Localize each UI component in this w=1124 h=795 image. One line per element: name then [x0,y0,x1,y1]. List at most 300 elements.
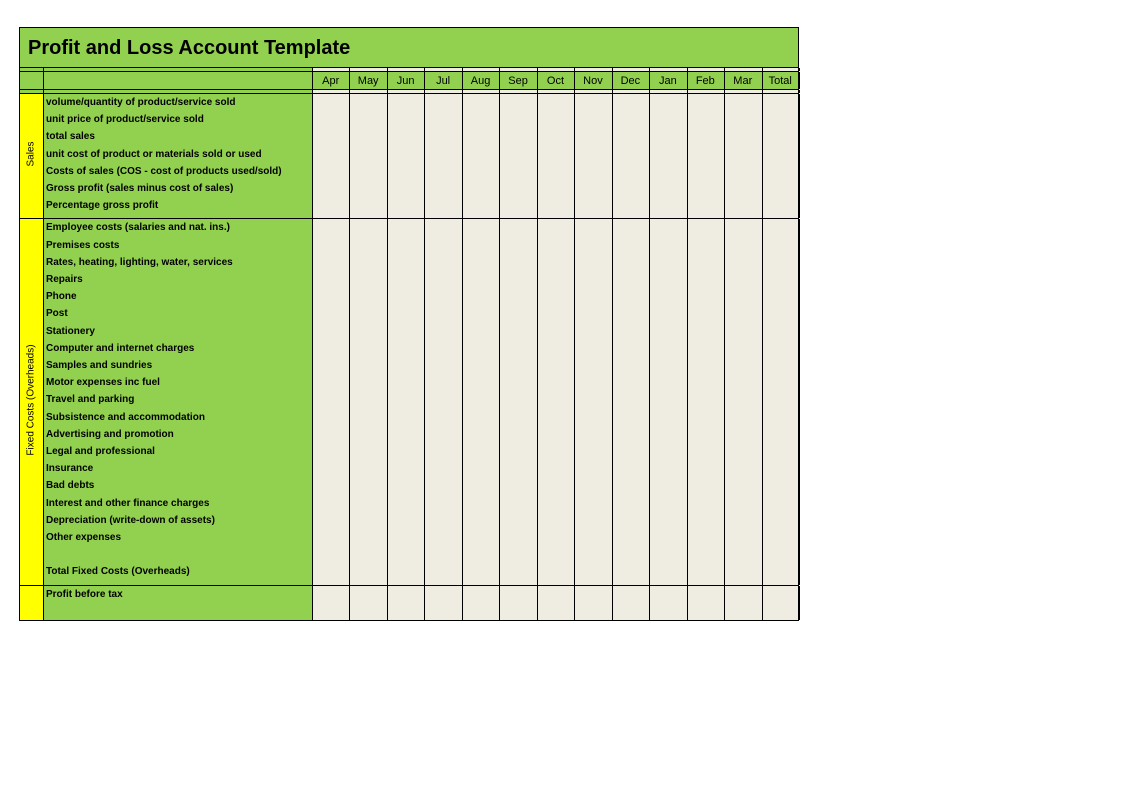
row-1-17-cell-apr[interactable] [312,512,349,529]
row-1-11-cell-feb[interactable] [687,409,724,426]
footer-row-1-cell-jul[interactable] [424,603,461,620]
row-1-2-cell-jul[interactable] [424,254,461,271]
row-0-0-cell-feb[interactable] [687,94,724,111]
row-1-11-cell-jun[interactable] [387,409,424,426]
row-1-12-cell-may[interactable] [349,426,386,443]
row-1-9-cell-jul[interactable] [424,374,461,391]
row-1-3-cell-jan[interactable] [649,271,686,288]
row-1-6-cell-aug[interactable] [462,323,499,340]
row-1-1-cell-apr[interactable] [312,237,349,254]
row-1-4-cell-mar[interactable] [724,288,761,305]
row-1-5-cell-mar[interactable] [724,305,761,322]
row-1-7-cell-sep[interactable] [499,340,536,357]
row-1-18-cell-jul[interactable] [424,529,461,546]
row-1-17-cell-jun[interactable] [387,512,424,529]
footer-row-1-cell-may[interactable] [349,603,386,620]
footer-row-0-cell-apr[interactable] [312,586,349,603]
row-1-3-cell-nov[interactable] [574,271,611,288]
row-0-1-cell-mar[interactable] [724,111,761,128]
row-1-14-cell-nov[interactable] [574,460,611,477]
row-1-6-cell-jun[interactable] [387,323,424,340]
row-1-3-cell-dec[interactable] [612,271,649,288]
row-1-13-cell-sep[interactable] [499,443,536,460]
row-1-4-cell-nov[interactable] [574,288,611,305]
row-1-17-cell-sep[interactable] [499,512,536,529]
row-1-7-cell-total[interactable] [762,340,799,357]
row-0-6-cell-mar[interactable] [724,197,761,214]
row-1-12-cell-jan[interactable] [649,426,686,443]
row-1-17-cell-total[interactable] [762,512,799,529]
row-1-6-cell-apr[interactable] [312,323,349,340]
row-1-15-cell-jan[interactable] [649,477,686,494]
row-1-18-cell-feb[interactable] [687,529,724,546]
row-1-10-cell-may[interactable] [349,391,386,408]
row-0-6-cell-may[interactable] [349,197,386,214]
row-1-20-cell-dec[interactable] [612,563,649,580]
row-1-2-cell-dec[interactable] [612,254,649,271]
row-0-2-cell-oct[interactable] [537,128,574,145]
row-1-5-cell-jun[interactable] [387,305,424,322]
row-1-10-cell-jan[interactable] [649,391,686,408]
row-1-13-cell-oct[interactable] [537,443,574,460]
row-0-1-cell-oct[interactable] [537,111,574,128]
row-1-9-cell-may[interactable] [349,374,386,391]
row-1-8-cell-total[interactable] [762,357,799,374]
row-0-1-cell-total[interactable] [762,111,799,128]
row-0-6-cell-jul[interactable] [424,197,461,214]
row-1-8-cell-dec[interactable] [612,357,649,374]
row-0-1-cell-feb[interactable] [687,111,724,128]
row-1-3-cell-oct[interactable] [537,271,574,288]
row-1-19-cell-nov[interactable] [574,546,611,563]
row-0-2-cell-nov[interactable] [574,128,611,145]
row-1-7-cell-jun[interactable] [387,340,424,357]
row-1-14-cell-oct[interactable] [537,460,574,477]
row-1-15-cell-oct[interactable] [537,477,574,494]
footer-row-0-cell-jul[interactable] [424,586,461,603]
row-1-17-cell-aug[interactable] [462,512,499,529]
row-1-13-cell-feb[interactable] [687,443,724,460]
row-1-19-cell-feb[interactable] [687,546,724,563]
row-0-4-cell-oct[interactable] [537,163,574,180]
row-1-17-cell-jul[interactable] [424,512,461,529]
row-1-14-cell-jul[interactable] [424,460,461,477]
row-1-14-cell-apr[interactable] [312,460,349,477]
row-1-5-cell-may[interactable] [349,305,386,322]
row-1-12-cell-oct[interactable] [537,426,574,443]
row-0-3-cell-jan[interactable] [649,146,686,163]
row-1-4-cell-oct[interactable] [537,288,574,305]
row-1-18-cell-jan[interactable] [649,529,686,546]
row-1-18-cell-aug[interactable] [462,529,499,546]
row-1-20-cell-oct[interactable] [537,563,574,580]
row-0-0-cell-dec[interactable] [612,94,649,111]
row-0-2-cell-feb[interactable] [687,128,724,145]
row-1-0-cell-jun[interactable] [387,219,424,236]
row-1-9-cell-apr[interactable] [312,374,349,391]
row-1-11-cell-jan[interactable] [649,409,686,426]
row-1-18-cell-apr[interactable] [312,529,349,546]
row-0-0-cell-jul[interactable] [424,94,461,111]
row-1-10-cell-jun[interactable] [387,391,424,408]
row-1-19-cell-may[interactable] [349,546,386,563]
row-1-16-cell-nov[interactable] [574,495,611,512]
row-0-0-cell-total[interactable] [762,94,799,111]
footer-row-0-cell-dec[interactable] [612,586,649,603]
row-1-16-cell-oct[interactable] [537,495,574,512]
row-1-1-cell-jun[interactable] [387,237,424,254]
footer-row-0-cell-jan[interactable] [649,586,686,603]
row-0-0-cell-sep[interactable] [499,94,536,111]
row-1-7-cell-feb[interactable] [687,340,724,357]
row-0-4-cell-jun[interactable] [387,163,424,180]
row-1-4-cell-dec[interactable] [612,288,649,305]
row-1-20-cell-mar[interactable] [724,563,761,580]
row-1-3-cell-aug[interactable] [462,271,499,288]
row-1-20-cell-jul[interactable] [424,563,461,580]
row-1-5-cell-total[interactable] [762,305,799,322]
row-1-14-cell-aug[interactable] [462,460,499,477]
row-1-9-cell-total[interactable] [762,374,799,391]
row-1-14-cell-sep[interactable] [499,460,536,477]
row-1-6-cell-total[interactable] [762,323,799,340]
row-1-6-cell-mar[interactable] [724,323,761,340]
row-0-1-cell-jun[interactable] [387,111,424,128]
row-0-6-cell-dec[interactable] [612,197,649,214]
row-1-7-cell-may[interactable] [349,340,386,357]
row-1-17-cell-feb[interactable] [687,512,724,529]
row-1-13-cell-total[interactable] [762,443,799,460]
footer-row-1-cell-mar[interactable] [724,603,761,620]
row-1-5-cell-feb[interactable] [687,305,724,322]
row-0-6-cell-jun[interactable] [387,197,424,214]
row-0-5-cell-nov[interactable] [574,180,611,197]
row-1-12-cell-feb[interactable] [687,426,724,443]
row-1-4-cell-feb[interactable] [687,288,724,305]
footer-row-1-cell-dec[interactable] [612,603,649,620]
row-0-4-cell-feb[interactable] [687,163,724,180]
row-1-0-cell-dec[interactable] [612,219,649,236]
row-1-1-cell-mar[interactable] [724,237,761,254]
row-1-18-cell-sep[interactable] [499,529,536,546]
row-1-11-cell-jul[interactable] [424,409,461,426]
row-0-0-cell-jun[interactable] [387,94,424,111]
row-0-5-cell-aug[interactable] [462,180,499,197]
row-0-5-cell-sep[interactable] [499,180,536,197]
row-0-4-cell-total[interactable] [762,163,799,180]
row-1-1-cell-may[interactable] [349,237,386,254]
row-1-8-cell-feb[interactable] [687,357,724,374]
row-0-1-cell-sep[interactable] [499,111,536,128]
row-1-18-cell-may[interactable] [349,529,386,546]
row-1-2-cell-feb[interactable] [687,254,724,271]
row-0-2-cell-jan[interactable] [649,128,686,145]
row-1-7-cell-apr[interactable] [312,340,349,357]
row-1-16-cell-jul[interactable] [424,495,461,512]
row-1-12-cell-nov[interactable] [574,426,611,443]
row-1-0-cell-feb[interactable] [687,219,724,236]
row-1-0-cell-mar[interactable] [724,219,761,236]
row-1-4-cell-may[interactable] [349,288,386,305]
row-1-19-cell-jan[interactable] [649,546,686,563]
row-1-2-cell-mar[interactable] [724,254,761,271]
row-1-15-cell-dec[interactable] [612,477,649,494]
row-1-15-cell-mar[interactable] [724,477,761,494]
row-1-11-cell-may[interactable] [349,409,386,426]
row-1-17-cell-mar[interactable] [724,512,761,529]
row-0-2-cell-sep[interactable] [499,128,536,145]
row-0-3-cell-total[interactable] [762,146,799,163]
row-0-2-cell-dec[interactable] [612,128,649,145]
row-0-3-cell-sep[interactable] [499,146,536,163]
row-0-5-cell-feb[interactable] [687,180,724,197]
row-0-3-cell-aug[interactable] [462,146,499,163]
row-0-4-cell-nov[interactable] [574,163,611,180]
row-1-20-cell-jun[interactable] [387,563,424,580]
row-1-3-cell-apr[interactable] [312,271,349,288]
row-0-2-cell-mar[interactable] [724,128,761,145]
row-1-20-cell-jan[interactable] [649,563,686,580]
row-1-19-cell-oct[interactable] [537,546,574,563]
row-1-10-cell-apr[interactable] [312,391,349,408]
row-1-11-cell-mar[interactable] [724,409,761,426]
row-1-7-cell-jul[interactable] [424,340,461,357]
row-1-9-cell-dec[interactable] [612,374,649,391]
row-1-3-cell-mar[interactable] [724,271,761,288]
row-0-6-cell-sep[interactable] [499,197,536,214]
row-1-1-cell-aug[interactable] [462,237,499,254]
row-1-0-cell-sep[interactable] [499,219,536,236]
row-1-3-cell-feb[interactable] [687,271,724,288]
row-0-0-cell-may[interactable] [349,94,386,111]
row-1-5-cell-oct[interactable] [537,305,574,322]
row-1-13-cell-nov[interactable] [574,443,611,460]
row-1-5-cell-sep[interactable] [499,305,536,322]
row-1-1-cell-sep[interactable] [499,237,536,254]
row-0-5-cell-mar[interactable] [724,180,761,197]
row-1-18-cell-mar[interactable] [724,529,761,546]
row-0-3-cell-nov[interactable] [574,146,611,163]
row-1-11-cell-nov[interactable] [574,409,611,426]
row-0-1-cell-dec[interactable] [612,111,649,128]
row-1-14-cell-mar[interactable] [724,460,761,477]
row-0-4-cell-dec[interactable] [612,163,649,180]
row-1-20-cell-may[interactable] [349,563,386,580]
row-1-14-cell-jan[interactable] [649,460,686,477]
footer-row-1-cell-sep[interactable] [499,603,536,620]
row-1-15-cell-nov[interactable] [574,477,611,494]
row-1-12-cell-aug[interactable] [462,426,499,443]
row-1-13-cell-dec[interactable] [612,443,649,460]
row-0-2-cell-jul[interactable] [424,128,461,145]
row-0-6-cell-apr[interactable] [312,197,349,214]
row-0-4-cell-aug[interactable] [462,163,499,180]
row-1-20-cell-apr[interactable] [312,563,349,580]
row-1-15-cell-sep[interactable] [499,477,536,494]
row-1-9-cell-jun[interactable] [387,374,424,391]
row-0-6-cell-nov[interactable] [574,197,611,214]
row-1-16-cell-feb[interactable] [687,495,724,512]
row-1-16-cell-jan[interactable] [649,495,686,512]
row-1-12-cell-jun[interactable] [387,426,424,443]
row-1-1-cell-feb[interactable] [687,237,724,254]
row-1-18-cell-oct[interactable] [537,529,574,546]
row-1-13-cell-mar[interactable] [724,443,761,460]
row-1-7-cell-oct[interactable] [537,340,574,357]
row-1-19-cell-dec[interactable] [612,546,649,563]
footer-row-0-cell-feb[interactable] [687,586,724,603]
row-1-17-cell-dec[interactable] [612,512,649,529]
row-1-8-cell-apr[interactable] [312,357,349,374]
row-1-11-cell-sep[interactable] [499,409,536,426]
row-1-5-cell-aug[interactable] [462,305,499,322]
row-0-5-cell-jul[interactable] [424,180,461,197]
row-0-0-cell-nov[interactable] [574,94,611,111]
row-1-15-cell-total[interactable] [762,477,799,494]
row-1-3-cell-may[interactable] [349,271,386,288]
row-1-5-cell-jan[interactable] [649,305,686,322]
footer-row-0-cell-total[interactable] [762,586,799,603]
row-1-0-cell-may[interactable] [349,219,386,236]
row-1-2-cell-jan[interactable] [649,254,686,271]
footer-row-1-cell-aug[interactable] [462,603,499,620]
row-1-16-cell-jun[interactable] [387,495,424,512]
row-0-4-cell-sep[interactable] [499,163,536,180]
row-1-16-cell-dec[interactable] [612,495,649,512]
row-1-4-cell-apr[interactable] [312,288,349,305]
row-1-3-cell-sep[interactable] [499,271,536,288]
row-1-0-cell-nov[interactable] [574,219,611,236]
row-1-16-cell-total[interactable] [762,495,799,512]
row-0-2-cell-total[interactable] [762,128,799,145]
footer-row-0-cell-aug[interactable] [462,586,499,603]
row-1-18-cell-dec[interactable] [612,529,649,546]
row-1-10-cell-nov[interactable] [574,391,611,408]
row-1-19-cell-jul[interactable] [424,546,461,563]
row-1-4-cell-total[interactable] [762,288,799,305]
row-0-4-cell-jul[interactable] [424,163,461,180]
row-0-1-cell-may[interactable] [349,111,386,128]
row-1-11-cell-total[interactable] [762,409,799,426]
row-0-6-cell-feb[interactable] [687,197,724,214]
row-0-1-cell-jan[interactable] [649,111,686,128]
row-1-12-cell-sep[interactable] [499,426,536,443]
row-1-6-cell-jan[interactable] [649,323,686,340]
row-1-6-cell-oct[interactable] [537,323,574,340]
footer-row-1-cell-jun[interactable] [387,603,424,620]
row-0-5-cell-jun[interactable] [387,180,424,197]
row-1-0-cell-jan[interactable] [649,219,686,236]
row-1-3-cell-total[interactable] [762,271,799,288]
row-0-2-cell-aug[interactable] [462,128,499,145]
row-1-1-cell-oct[interactable] [537,237,574,254]
row-1-8-cell-jan[interactable] [649,357,686,374]
row-1-14-cell-total[interactable] [762,460,799,477]
row-1-17-cell-may[interactable] [349,512,386,529]
row-1-16-cell-apr[interactable] [312,495,349,512]
row-1-0-cell-jul[interactable] [424,219,461,236]
row-1-6-cell-jul[interactable] [424,323,461,340]
row-1-5-cell-apr[interactable] [312,305,349,322]
row-1-2-cell-jun[interactable] [387,254,424,271]
row-0-3-cell-apr[interactable] [312,146,349,163]
row-1-15-cell-jun[interactable] [387,477,424,494]
row-1-5-cell-jul[interactable] [424,305,461,322]
row-0-2-cell-jun[interactable] [387,128,424,145]
row-1-7-cell-aug[interactable] [462,340,499,357]
footer-row-0-cell-may[interactable] [349,586,386,603]
row-0-0-cell-oct[interactable] [537,94,574,111]
row-0-4-cell-apr[interactable] [312,163,349,180]
footer-row-1-cell-total[interactable] [762,603,799,620]
row-1-14-cell-jun[interactable] [387,460,424,477]
row-1-13-cell-apr[interactable] [312,443,349,460]
row-1-7-cell-jan[interactable] [649,340,686,357]
row-1-5-cell-nov[interactable] [574,305,611,322]
row-1-14-cell-dec[interactable] [612,460,649,477]
row-1-13-cell-aug[interactable] [462,443,499,460]
row-0-6-cell-oct[interactable] [537,197,574,214]
row-1-12-cell-mar[interactable] [724,426,761,443]
row-0-3-cell-feb[interactable] [687,146,724,163]
row-1-1-cell-jan[interactable] [649,237,686,254]
row-1-14-cell-feb[interactable] [687,460,724,477]
row-1-9-cell-mar[interactable] [724,374,761,391]
row-1-2-cell-aug[interactable] [462,254,499,271]
row-0-5-cell-oct[interactable] [537,180,574,197]
row-1-15-cell-feb[interactable] [687,477,724,494]
row-1-8-cell-mar[interactable] [724,357,761,374]
row-1-13-cell-jan[interactable] [649,443,686,460]
row-1-0-cell-aug[interactable] [462,219,499,236]
row-1-10-cell-oct[interactable] [537,391,574,408]
row-1-9-cell-oct[interactable] [537,374,574,391]
footer-row-0-cell-oct[interactable] [537,586,574,603]
row-1-4-cell-jun[interactable] [387,288,424,305]
row-1-13-cell-jul[interactable] [424,443,461,460]
row-1-2-cell-nov[interactable] [574,254,611,271]
row-1-1-cell-jul[interactable] [424,237,461,254]
row-1-0-cell-apr[interactable] [312,219,349,236]
row-1-7-cell-nov[interactable] [574,340,611,357]
row-1-14-cell-may[interactable] [349,460,386,477]
row-0-3-cell-oct[interactable] [537,146,574,163]
row-1-6-cell-dec[interactable] [612,323,649,340]
row-1-19-cell-jun[interactable] [387,546,424,563]
row-1-2-cell-sep[interactable] [499,254,536,271]
row-1-10-cell-sep[interactable] [499,391,536,408]
row-1-6-cell-may[interactable] [349,323,386,340]
row-1-13-cell-jun[interactable] [387,443,424,460]
row-0-3-cell-jun[interactable] [387,146,424,163]
row-0-5-cell-may[interactable] [349,180,386,197]
footer-row-1-cell-apr[interactable] [312,603,349,620]
row-1-16-cell-mar[interactable] [724,495,761,512]
row-1-19-cell-aug[interactable] [462,546,499,563]
row-1-10-cell-dec[interactable] [612,391,649,408]
footer-row-1-cell-oct[interactable] [537,603,574,620]
row-1-4-cell-sep[interactable] [499,288,536,305]
row-1-10-cell-aug[interactable] [462,391,499,408]
row-0-2-cell-apr[interactable] [312,128,349,145]
row-1-18-cell-total[interactable] [762,529,799,546]
row-1-20-cell-sep[interactable] [499,563,536,580]
row-1-4-cell-jan[interactable] [649,288,686,305]
row-1-20-cell-feb[interactable] [687,563,724,580]
row-1-1-cell-nov[interactable] [574,237,611,254]
row-1-6-cell-feb[interactable] [687,323,724,340]
footer-row-0-cell-mar[interactable] [724,586,761,603]
